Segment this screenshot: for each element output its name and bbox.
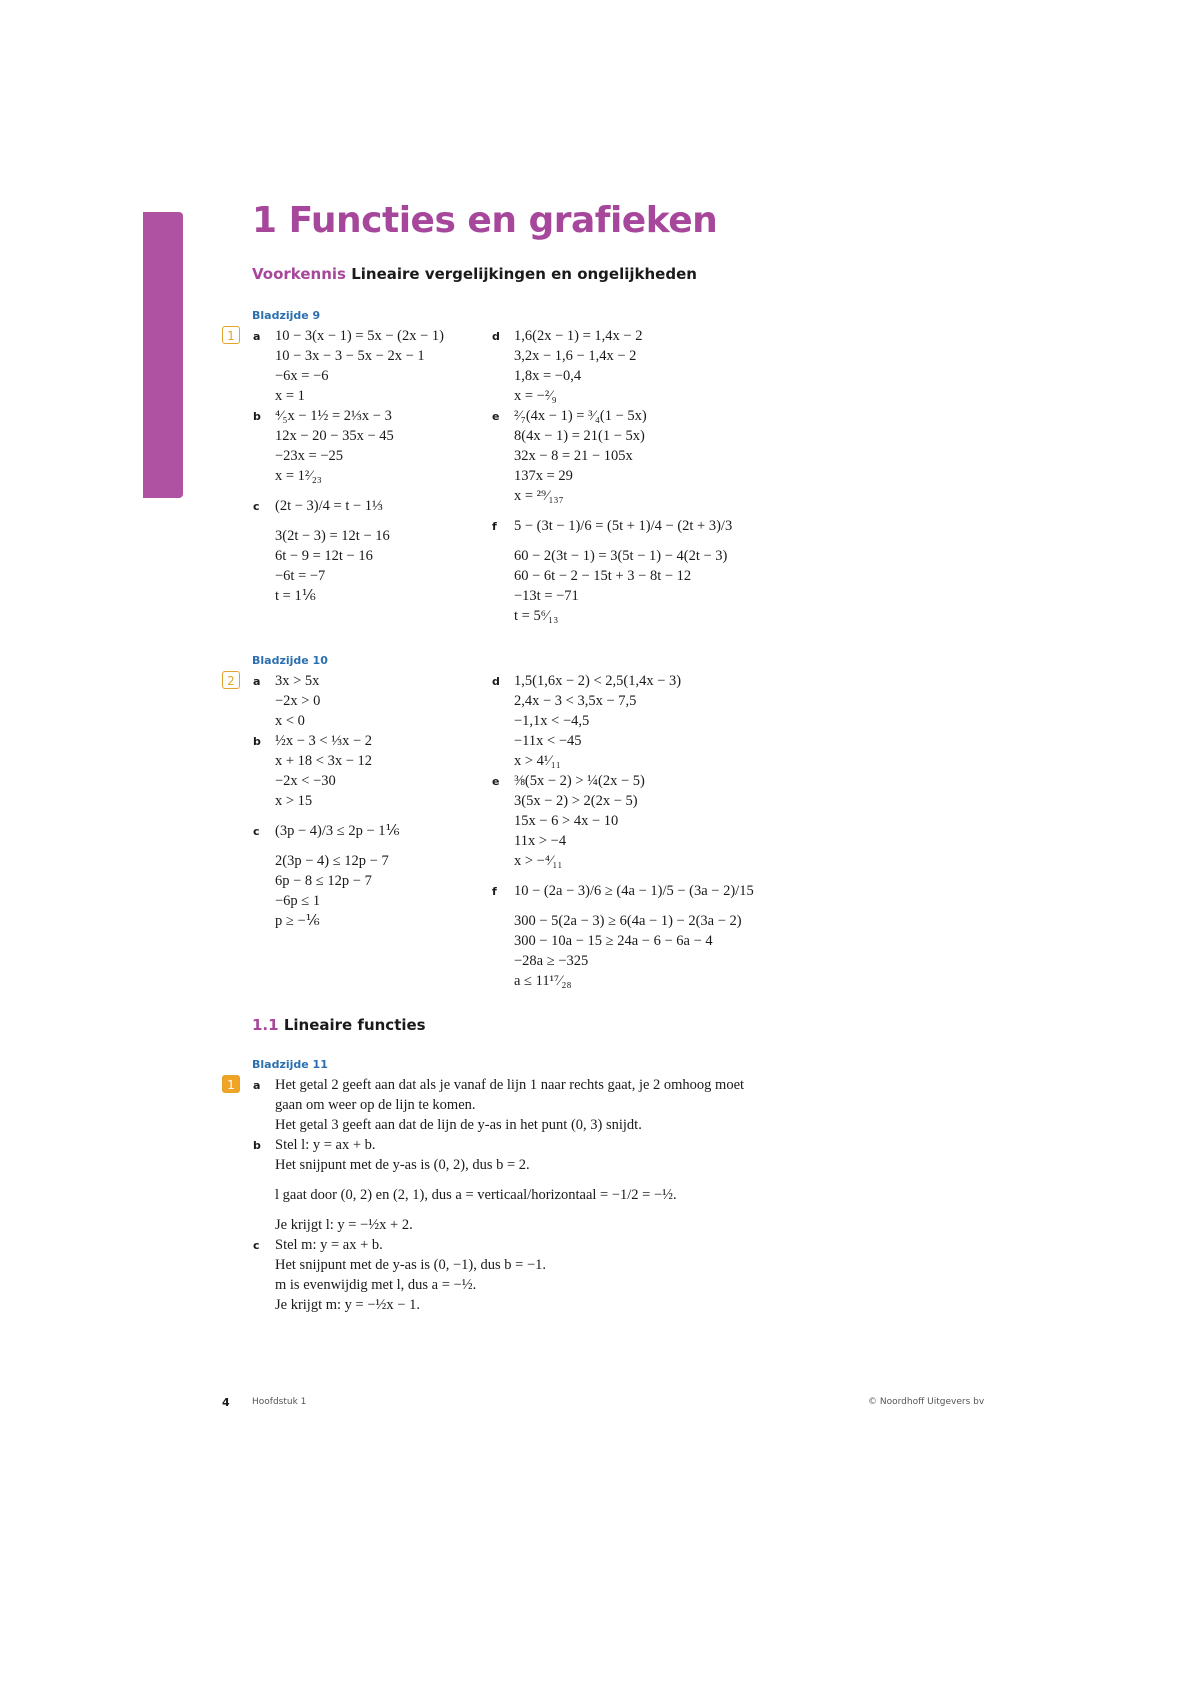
part-label: a bbox=[253, 1079, 261, 1092]
answer-line: x > 15 bbox=[275, 793, 313, 809]
answer-line: ²⁄₇(4x − 1) = ³⁄₄(1 − 5x) bbox=[514, 408, 647, 424]
answer-line: 5 − (3t − 1)/6 = (5t + 1)/4 − (2t + 3)/3 bbox=[514, 518, 733, 534]
part-label: c bbox=[253, 500, 260, 513]
answer-line: gaan om weer op de lijn te komen. bbox=[275, 1097, 476, 1113]
footer-publisher: © Noordhoff Uitgevers bv bbox=[868, 1397, 985, 1407]
part-label: d bbox=[492, 330, 500, 343]
page-label-10: Bladzijde 10 bbox=[252, 654, 328, 667]
answer-line: Het getal 3 geeft aan dat de lijn de y-as in het punt (0, 3) snijdt. bbox=[275, 1117, 642, 1133]
chapter-title: 1 Functies en grafieken bbox=[252, 200, 718, 241]
section-prefix: Voorkennis bbox=[252, 265, 346, 283]
part-label: e bbox=[492, 775, 500, 788]
answer-line: 1,5(1,6x − 2) < 2,5(1,4x − 3) bbox=[514, 673, 682, 689]
answer-line: x + 18 < 3x − 12 bbox=[275, 753, 373, 769]
answer-line: −2x > 0 bbox=[275, 693, 321, 709]
answer-line: 6p − 8 ≤ 12p − 7 bbox=[275, 873, 372, 889]
answer-line: −6p ≤ 1 bbox=[275, 893, 321, 909]
part-label: d bbox=[492, 675, 500, 688]
subsection-number: 1.1 bbox=[252, 1016, 279, 1034]
part-label: a bbox=[253, 675, 261, 688]
answer-line: 3x > 5x bbox=[275, 673, 320, 689]
answer-line: ½x − 3 < ⅓x − 2 bbox=[275, 733, 373, 749]
answer-line: ⅜(5x − 2) > ¼(2x − 5) bbox=[514, 773, 645, 789]
answer-line: 300 − 10a − 15 ≥ 24a − 6 − 6a − 4 bbox=[514, 933, 713, 949]
exercise-number: 1 bbox=[222, 326, 240, 344]
answer-line: x = 1²⁄₂₃ bbox=[275, 468, 322, 484]
answer-line: 60 − 2(3t − 1) = 3(5t − 1) − 4(2t − 3) bbox=[514, 548, 728, 564]
answer-line: 6t − 9 = 12t − 16 bbox=[275, 548, 373, 564]
subsection-heading: Lineaire functies bbox=[283, 1016, 426, 1034]
answer-line: (2t − 3)/4 = t − 1⅓ bbox=[275, 498, 383, 514]
answer-line: x = 1 bbox=[275, 388, 305, 404]
answer-line: x > −⁴⁄₁₁ bbox=[514, 853, 563, 869]
chapter-side-tab bbox=[143, 212, 183, 498]
answer-line: −6t = −7 bbox=[275, 568, 326, 584]
footer-chapter: Hoofdstuk 1 bbox=[252, 1397, 307, 1407]
answer-line: 3(2t − 3) = 12t − 16 bbox=[275, 528, 390, 544]
answer-line: −13t = −71 bbox=[514, 588, 579, 604]
answer-line: Het snijpunt met de y-as is (0, 2), dus b = 2. bbox=[275, 1157, 530, 1173]
answer-line: Het getal 2 geeft aan dat als je vanaf de lijn 1 naar rechts gaat, je 2 omhoog moet bbox=[275, 1077, 745, 1093]
answer-line: 15x − 6 > 4x − 10 bbox=[514, 813, 619, 829]
answer-line: 10 − 3(x − 1) = 5x − (2x − 1) bbox=[275, 328, 444, 344]
part-label: c bbox=[253, 825, 260, 838]
part-label: e bbox=[492, 410, 500, 423]
part-label: b bbox=[253, 735, 261, 748]
exercise-number: 2 bbox=[222, 671, 240, 689]
part-label: c bbox=[253, 1239, 260, 1252]
answer-line: −2x < −30 bbox=[275, 773, 336, 789]
part-label: f bbox=[492, 520, 497, 533]
answer-line: t = 1⅙ bbox=[275, 588, 316, 604]
answer-line: 2,4x − 3 < 3,5x − 7,5 bbox=[514, 693, 637, 709]
part-label: b bbox=[253, 410, 261, 423]
answer-line: l gaat door (0, 2) en (2, 1), dus a = verticaal/horizontaal = −1/2 = −½. bbox=[275, 1187, 677, 1203]
answer-line: 3,2x − 1,6 − 1,4x − 2 bbox=[514, 348, 637, 364]
answer-line: 1,6(2x − 1) = 1,4x − 2 bbox=[514, 328, 643, 344]
answer-line: x < 0 bbox=[275, 713, 305, 729]
page-label-11: Bladzijde 11 bbox=[252, 1058, 328, 1071]
part-label: a bbox=[253, 330, 261, 343]
page-label-9: Bladzijde 9 bbox=[252, 309, 321, 322]
part-label: f bbox=[492, 885, 497, 898]
subsection-title bbox=[252, 1016, 426, 1034]
answer-line: −28a ≥ −325 bbox=[514, 953, 589, 969]
answer-line: −6x = −6 bbox=[275, 368, 329, 384]
answer-line: 32x − 8 = 21 − 105x bbox=[514, 448, 633, 464]
answer-line: 1,8x = −0,4 bbox=[514, 368, 582, 384]
answer-line: 12x − 20 − 35x − 45 bbox=[275, 428, 394, 444]
section-heading: Lineaire vergelijkingen en ongelijkheden bbox=[351, 265, 697, 283]
answer-line: Stel l: y = ax + b. bbox=[275, 1137, 376, 1153]
page-number: 4 bbox=[222, 1396, 230, 1409]
answer-line: −11x < −45 bbox=[514, 733, 582, 749]
answer-line: −1,1x < −4,5 bbox=[514, 713, 590, 729]
answer-line: x = ²⁹⁄₁₃₇ bbox=[514, 488, 564, 504]
answer-line: ⁴⁄₅x − 1½ = 2⅓x − 3 bbox=[275, 408, 392, 424]
part-label: b bbox=[253, 1139, 261, 1152]
answer-line: m is evenwijdig met l, dus a = −½. bbox=[275, 1277, 477, 1293]
answer-line: 10 − (2a − 3)/6 ≥ (4a − 1)/5 − (3a − 2)/15 bbox=[514, 883, 754, 899]
answer-line: Het snijpunt met de y-as is (0, −1), dus b = −1. bbox=[275, 1257, 547, 1273]
answer-line: x > 4¹⁄₁₁ bbox=[514, 753, 561, 769]
answer-line: 137x = 29 bbox=[514, 468, 573, 484]
answer-line: 300 − 5(2a − 3) ≥ 6(4a − 1) − 2(3a − 2) bbox=[514, 913, 742, 929]
answer-line: 8(4x − 1) = 21(1 − 5x) bbox=[514, 428, 645, 444]
answer-line: 2(3p − 4) ≤ 12p − 7 bbox=[275, 853, 389, 869]
answer-line: −23x = −25 bbox=[275, 448, 344, 464]
answer-line: x = −²⁄₉ bbox=[514, 388, 557, 404]
answer-line: (3p − 4)/3 ≤ 2p − 1⅙ bbox=[275, 823, 400, 839]
answer-line: 11x > −4 bbox=[514, 833, 567, 849]
answer-line: Je krijgt m: y = −½x − 1. bbox=[275, 1297, 420, 1313]
answer-line: 3(5x − 2) > 2(2x − 5) bbox=[514, 793, 638, 809]
answer-line: 60 − 6t − 2 − 15t + 3 − 8t − 12 bbox=[514, 568, 692, 584]
answer-line: t = 5⁶⁄₁₃ bbox=[514, 608, 559, 624]
answer-line: p ≥ −⅙ bbox=[275, 913, 320, 929]
answer-line: Stel m: y = ax + b. bbox=[275, 1237, 383, 1253]
answer-line: a ≤ 11¹⁷⁄₂₈ bbox=[514, 973, 572, 989]
exercise-number: 1 bbox=[222, 1075, 240, 1093]
answer-line: 10 − 3x − 3 − 5x − 2x − 1 bbox=[275, 348, 425, 364]
answer-line: Je krijgt l: y = −½x + 2. bbox=[275, 1217, 413, 1233]
section-title bbox=[252, 265, 697, 283]
